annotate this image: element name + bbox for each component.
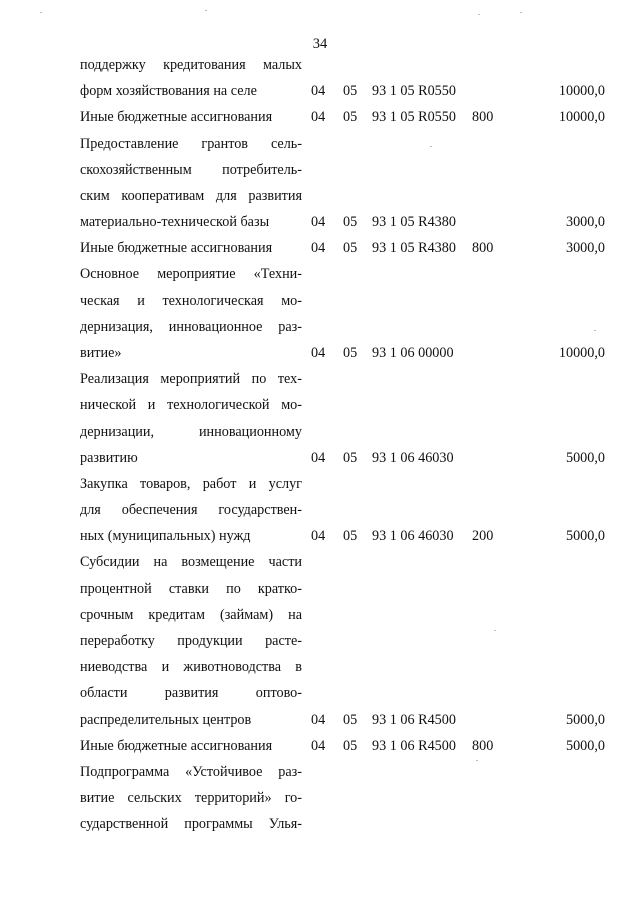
section-code: 04 — [311, 528, 326, 545]
target-article-code: 93 1 05 R4380 — [372, 240, 456, 257]
subsection-code: 05 — [343, 449, 358, 466]
amount: 3000,0 — [565, 240, 605, 257]
row-description: Иные бюджетные ассигнования — [80, 737, 273, 754]
amount: 5000,0 — [565, 449, 605, 466]
table-row — [0, 683, 640, 709]
row-description: витие сельских территорий» го- — [80, 790, 302, 807]
table-row — [0, 134, 640, 160]
row-description: Иные бюджетные ассигнования — [80, 240, 273, 257]
table-row — [0, 369, 640, 395]
section-code: 04 — [311, 737, 326, 754]
table-row — [0, 186, 640, 212]
scan-speck — [430, 146, 432, 147]
subsection-code: 05 — [343, 344, 358, 361]
row-description: срочным кредитам (займам) на — [80, 606, 302, 623]
target-article-code: 93 1 05 R4380 — [372, 214, 456, 231]
expense-type-code: 800 — [472, 109, 494, 126]
row-description: скохозяйственным потребитель- — [80, 161, 302, 178]
target-article-code: 93 1 06 46030 — [372, 449, 454, 466]
subsection-code: 05 — [343, 240, 358, 257]
table-row — [0, 107, 640, 133]
section-code: 04 — [311, 449, 326, 466]
section-code: 04 — [311, 711, 326, 728]
subsection-code: 05 — [343, 214, 358, 231]
row-description: области развития оптово- — [80, 685, 302, 702]
target-article-code: 93 1 06 46030 — [372, 528, 454, 545]
expense-type-code: 800 — [472, 240, 494, 257]
amount: 10000,0 — [558, 344, 605, 361]
table-row — [0, 631, 640, 657]
target-article-code: 93 1 06 R4500 — [372, 737, 456, 754]
row-description: поддержку кредитования малых — [80, 57, 302, 73]
row-description: Подпрограмма «Устойчивое раз- — [80, 763, 302, 780]
section-code: 04 — [311, 214, 326, 231]
row-description: Предоставление грантов сель- — [80, 135, 302, 152]
table-row — [0, 212, 640, 238]
row-description: Основное мероприятие «Техни- — [80, 266, 302, 283]
target-article-code: 93 1 06 R4500 — [372, 711, 456, 728]
row-description: для обеспечения государствен- — [80, 502, 302, 519]
target-article-code: 93 1 05 R0550 — [372, 109, 456, 126]
target-article-code: 93 1 05 R0550 — [372, 83, 456, 100]
table-row — [0, 474, 640, 500]
table-row — [0, 160, 640, 186]
subsection-code: 05 — [343, 711, 358, 728]
table-row — [0, 814, 640, 840]
table-row — [0, 605, 640, 631]
row-description: ных (муниципальных) нужд — [80, 528, 251, 545]
expense-type-code: 200 — [472, 528, 494, 545]
section-code: 04 — [311, 109, 326, 126]
section-code: 04 — [311, 240, 326, 257]
row-description: Субсидии на возмещение части — [80, 554, 302, 571]
table-row — [0, 762, 640, 788]
subsection-code: 05 — [343, 109, 358, 126]
table-row — [0, 81, 640, 107]
table-row — [0, 395, 640, 421]
expense-type-code: 800 — [472, 737, 494, 754]
amount: 5000,0 — [565, 737, 605, 754]
row-description: ниеводства и животноводства в — [80, 659, 302, 676]
table-row — [0, 343, 640, 369]
page-number: 34 — [312, 36, 328, 52]
amount: 10000,0 — [558, 83, 605, 100]
row-description: ским кооперативам для развития — [80, 187, 302, 204]
row-description: развитию — [80, 449, 138, 466]
row-description: распределительных центров — [80, 711, 252, 728]
target-article-code: 93 1 06 00000 — [372, 344, 454, 361]
table-row — [0, 448, 640, 474]
amount: 5000,0 — [565, 528, 605, 545]
table-row — [0, 500, 640, 526]
scan-speck — [476, 760, 478, 761]
scan-speck — [494, 630, 496, 631]
row-description: дернизации, инновационному — [80, 423, 302, 440]
table-row — [0, 710, 640, 736]
subsection-code: 05 — [343, 83, 358, 100]
section-code: 04 — [311, 83, 326, 100]
row-description: Реализация мероприятий по тех- — [80, 371, 302, 388]
row-description: ческая и технологическая мо- — [80, 292, 302, 309]
row-description: переработку продукции расте- — [80, 632, 302, 649]
scan-speck — [205, 10, 207, 11]
table-row — [0, 579, 640, 605]
table-row — [0, 788, 640, 814]
table-row — [0, 657, 640, 683]
row-description: дернизация, инновационное раз- — [80, 318, 302, 335]
scan-speck — [478, 14, 480, 15]
subsection-code: 05 — [343, 528, 358, 545]
section-code: 04 — [311, 344, 326, 361]
row-description: процентной ставки по кратко- — [80, 580, 302, 597]
table-row — [0, 317, 640, 343]
table-row — [0, 526, 640, 552]
amount: 3000,0 — [565, 214, 605, 231]
row-description: Закупка товаров, работ и услуг — [80, 475, 302, 492]
table-row — [0, 552, 640, 578]
row-description: сударственной программы Улья- — [80, 816, 302, 833]
scan-speck — [594, 330, 596, 331]
amount: 10000,0 — [558, 109, 605, 126]
row-description: нической и технологической мо- — [80, 397, 302, 414]
table-row — [0, 422, 640, 448]
amount: 5000,0 — [565, 711, 605, 728]
row-description: витие» — [80, 344, 122, 361]
table-row — [0, 291, 640, 317]
table-row — [0, 264, 640, 290]
subsection-code: 05 — [343, 737, 358, 754]
table-row — [0, 736, 640, 762]
row-description: Иные бюджетные ассигнования — [80, 109, 273, 126]
scan-speck — [40, 12, 42, 13]
scan-speck — [520, 12, 522, 13]
row-description: форм хозяйствования на селе — [80, 83, 257, 100]
table-row — [0, 238, 640, 264]
row-description: материально-технической базы — [80, 214, 270, 231]
table-row — [0, 55, 640, 81]
